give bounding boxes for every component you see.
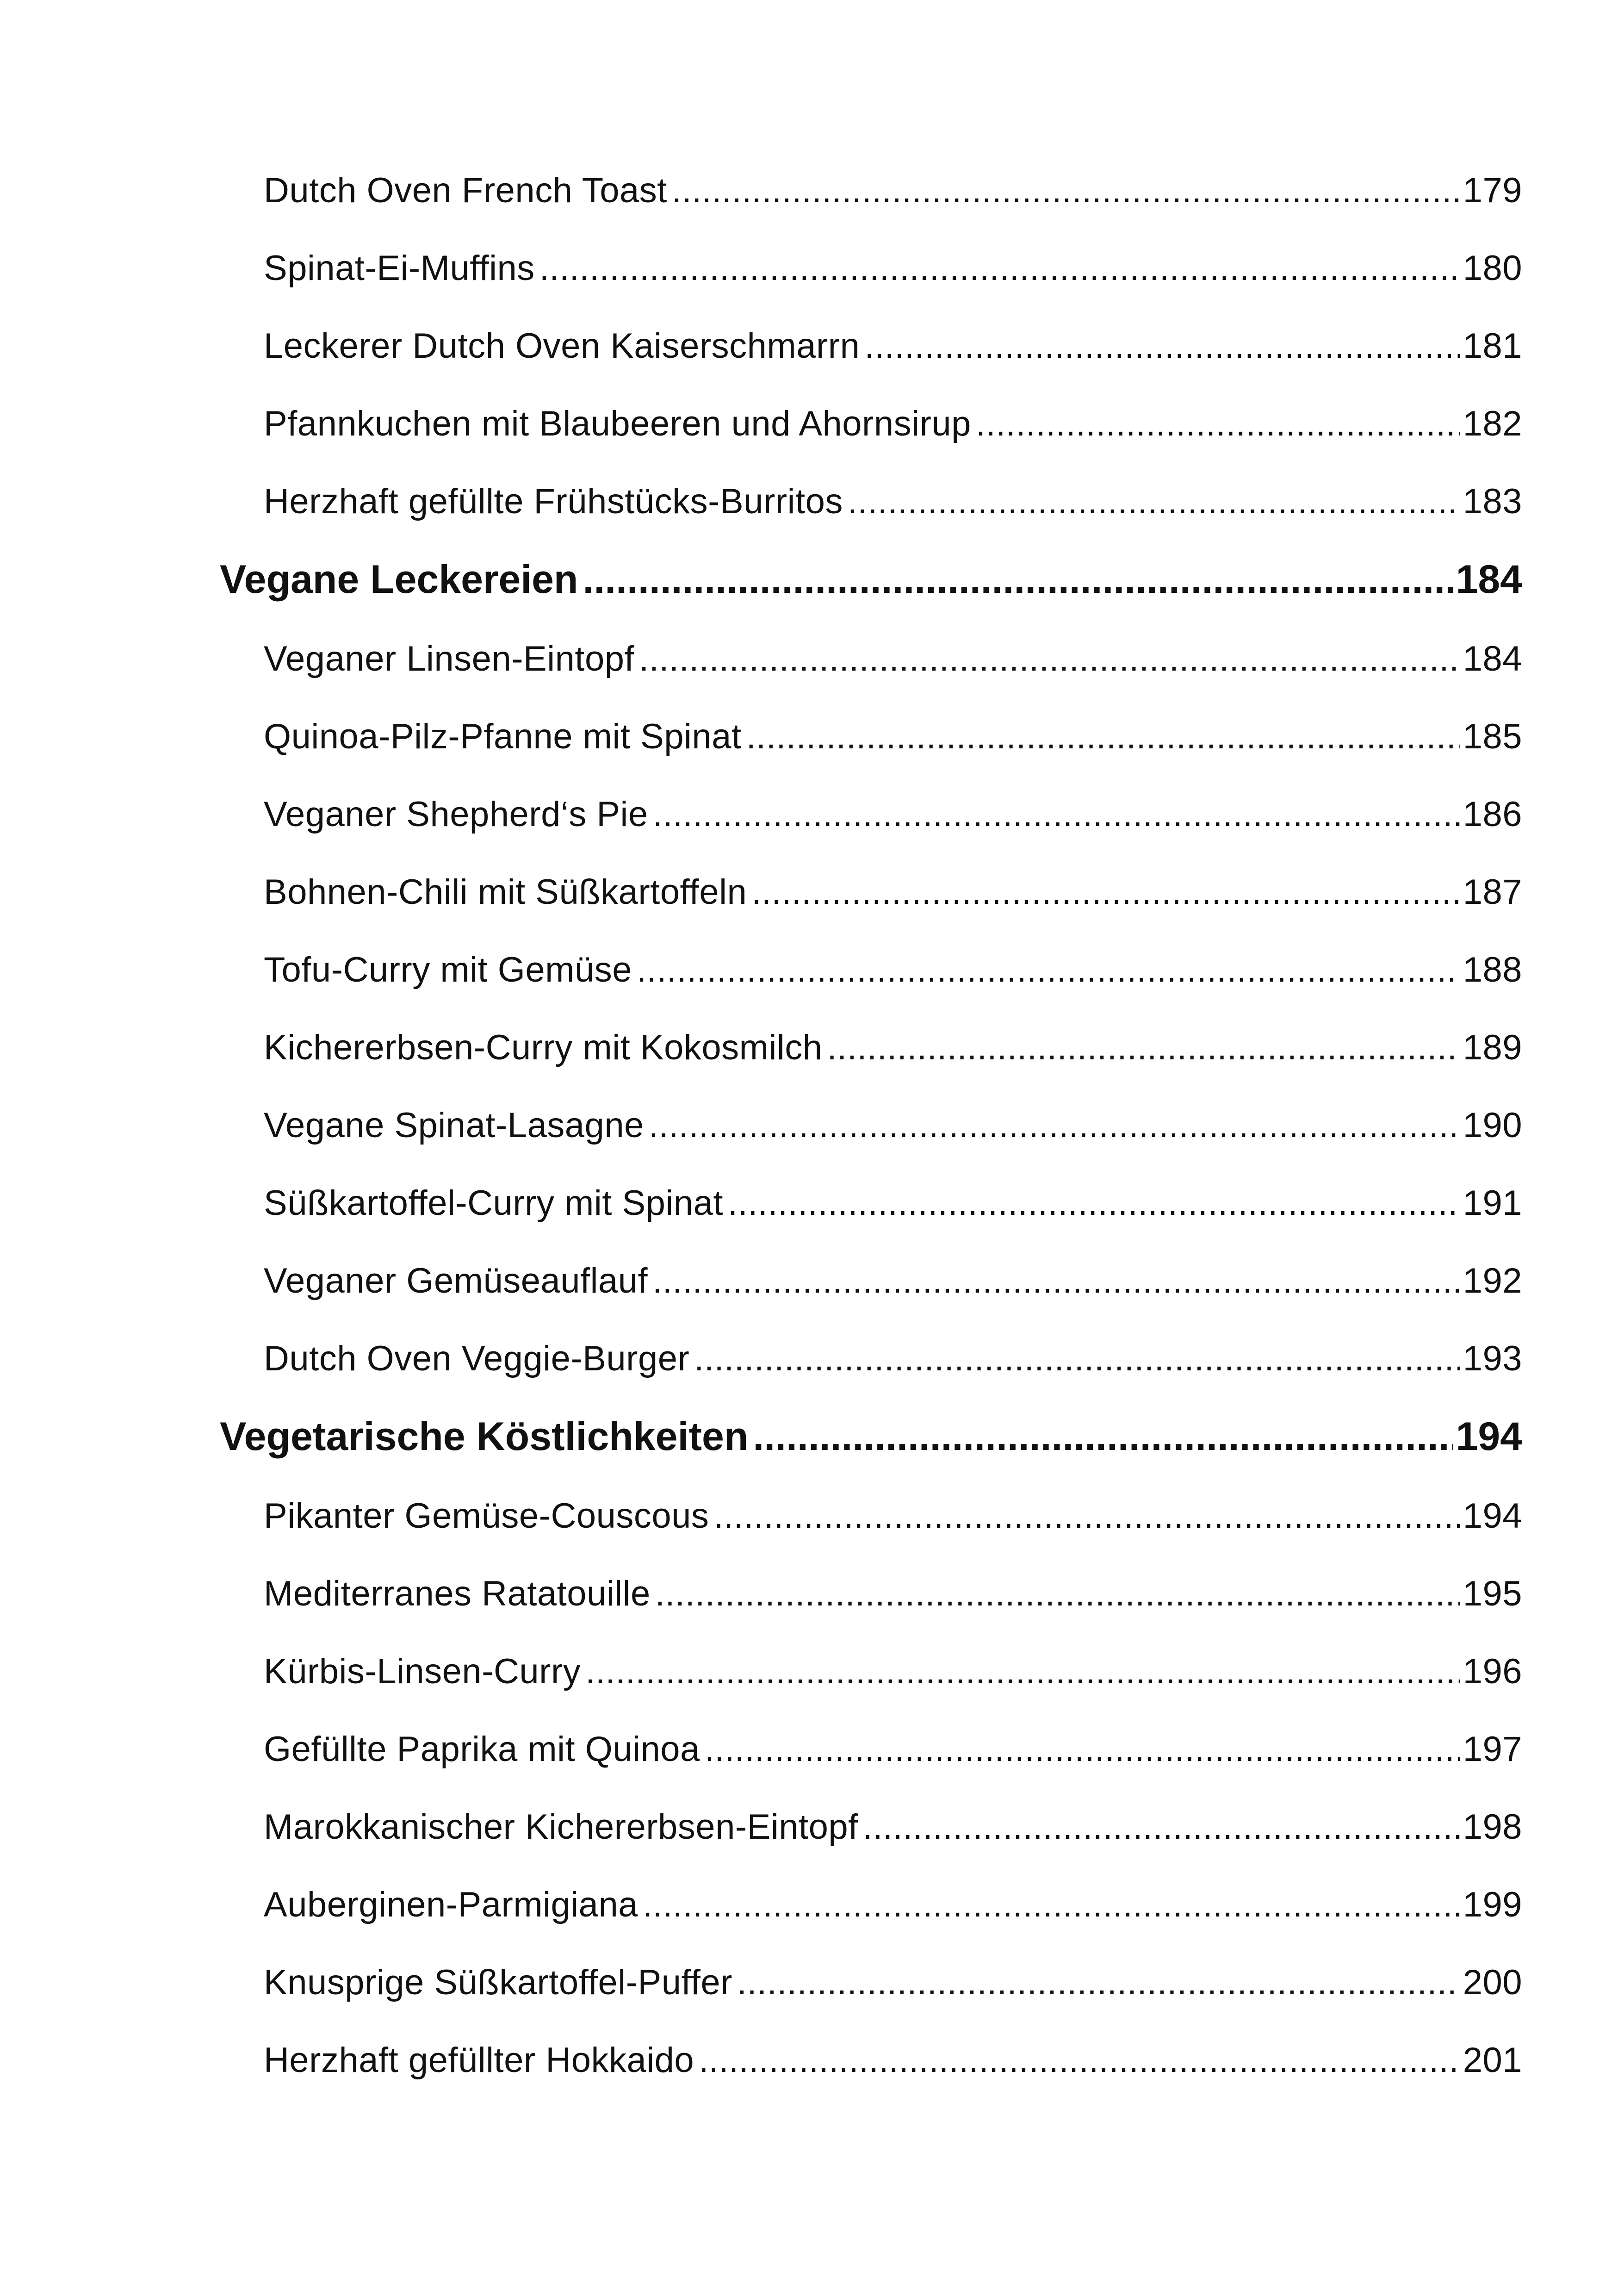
toc-dot-leader: [713, 1484, 1460, 1549]
toc-entry[interactable]: [220, 704, 1522, 782]
toc-entry[interactable]: [220, 392, 1522, 469]
toc-entry[interactable]: [220, 1717, 1522, 1795]
toc-entry[interactable]: [220, 938, 1522, 1015]
toc-entry-title: Kichererbsen-Curry mit Kokosmilch: [264, 1028, 823, 1067]
toc-entry[interactable]: [220, 469, 1522, 547]
toc-entry-title: Kürbis-Linsen-Curry: [264, 1652, 581, 1691]
toc-entry-title: Marokkanischer Kichererbsen-Eintopf: [264, 1807, 858, 1847]
toc-entry-page: 196: [1463, 1652, 1522, 1691]
toc-entry-title: Herzhaft gefüllter Hokkaido: [264, 2041, 694, 2080]
toc-entry-page: 187: [1463, 872, 1522, 912]
toc-entry-page: 182: [1463, 404, 1522, 443]
toc-dot-leader: [705, 1717, 1460, 1782]
toc-entry-title: Auberginen-Parmigiana: [264, 1885, 638, 1924]
toc-dot-leader: [583, 547, 1453, 612]
toc-entry-title: Tofu-Curry mit Gemüse: [264, 950, 632, 989]
toc-entry-title: Dutch Oven French Toast: [264, 171, 667, 210]
toc-entry-page: 192: [1463, 1261, 1522, 1300]
toc-section-title: Vegane Leckereien: [220, 557, 578, 602]
toc-section-title: Vegetarische Köstlichkeiten: [220, 1414, 749, 1459]
toc-entry-page: 180: [1463, 249, 1522, 288]
toc-dot-leader: [637, 938, 1460, 1002]
toc-entry[interactable]: [220, 627, 1522, 704]
toc-entry-page: 190: [1463, 1106, 1522, 1145]
toc-entry-title: Süßkartoffel-Curry mit Spinat: [264, 1183, 723, 1223]
table-of-contents: [220, 158, 1522, 2106]
toc-dot-leader: [672, 158, 1460, 223]
toc-dot-leader: [655, 1562, 1460, 1626]
toc-entry-page: 198: [1463, 1807, 1522, 1847]
toc-entry-page: 179: [1463, 171, 1522, 210]
toc-dot-leader: [753, 1404, 1453, 1469]
toc-section-heading[interactable]: [220, 547, 1522, 627]
toc-dot-leader: [737, 1950, 1460, 2015]
toc-entry[interactable]: [220, 1249, 1522, 1326]
toc-entry-title: Gefüllte Paprika mit Quinoa: [264, 1730, 700, 1769]
toc-entry-page: 183: [1463, 482, 1522, 521]
toc-dot-leader: [694, 1326, 1460, 1391]
toc-entry[interactable]: [220, 1171, 1522, 1249]
toc-entry-title: Leckerer Dutch Oven Kaiserschmarrn: [264, 326, 860, 366]
toc-entry[interactable]: [220, 1562, 1522, 1639]
toc-entry-page: 200: [1463, 1963, 1522, 2002]
toc-entry-page: 185: [1463, 717, 1522, 756]
toc-dot-leader: [639, 627, 1460, 691]
toc-dot-leader: [649, 1093, 1460, 1158]
toc-entry[interactable]: [220, 236, 1522, 314]
toc-entry-title: Veganer Linsen-Eintopf: [264, 639, 635, 678]
toc-entry-title: Veganer Gemüseauflauf: [264, 1261, 648, 1300]
toc-dot-leader: [751, 860, 1460, 925]
toc-entry-page: 184: [1463, 639, 1522, 678]
toc-dot-leader: [653, 782, 1460, 847]
toc-entry[interactable]: [220, 314, 1522, 392]
toc-entry-title: Spinat-Ei-Muffins: [264, 249, 535, 288]
toc-entry[interactable]: [220, 1484, 1522, 1562]
toc-dot-leader: [863, 1795, 1460, 1860]
toc-entry-title: Knusprige Süßkartoffel-Puffer: [264, 1963, 732, 2002]
toc-entry-title: Veganer Shepherd‘s Pie: [264, 795, 648, 834]
toc-entry-page: 191: [1463, 1183, 1522, 1223]
toc-entry[interactable]: [220, 2028, 1522, 2106]
toc-dot-leader: [864, 314, 1460, 379]
toc-entry-page: 195: [1463, 1574, 1522, 1613]
toc-entry-title: Vegane Spinat-Lasagne: [264, 1106, 644, 1145]
toc-dot-leader: [848, 469, 1460, 534]
toc-entry-title: Dutch Oven Veggie-Burger: [264, 1339, 690, 1378]
toc-section-page: 194: [1456, 1414, 1522, 1459]
toc-entry-page: 194: [1463, 1496, 1522, 1536]
toc-dot-leader: [699, 2028, 1460, 2093]
toc-entry-page: 197: [1463, 1730, 1522, 1769]
toc-entry-page: 201: [1463, 2041, 1522, 2080]
toc-entry-page: 193: [1463, 1339, 1522, 1378]
toc-dot-leader: [728, 1171, 1460, 1236]
toc-entry-title: Herzhaft gefüllte Frühstücks-Burritos: [264, 482, 843, 521]
toc-entry[interactable]: [220, 860, 1522, 938]
toc-entry-title: Pikanter Gemüse-Couscous: [264, 1496, 709, 1536]
toc-dot-leader: [643, 1873, 1460, 1937]
toc-entry-page: 181: [1463, 326, 1522, 366]
toc-entry-page: 186: [1463, 795, 1522, 834]
toc-entry[interactable]: [220, 1639, 1522, 1717]
toc-entry[interactable]: [220, 1015, 1522, 1093]
toc-entry[interactable]: [220, 1873, 1522, 1950]
toc-entry-title: Bohnen-Chili mit Süßkartoffeln: [264, 872, 747, 912]
toc-dot-leader: [539, 236, 1460, 301]
toc-dot-leader: [827, 1015, 1460, 1080]
toc-entry[interactable]: [220, 1950, 1522, 2028]
toc-entry[interactable]: [220, 1326, 1522, 1404]
toc-dot-leader: [976, 392, 1460, 456]
toc-entry-page: 189: [1463, 1028, 1522, 1067]
toc-entry[interactable]: [220, 1093, 1522, 1171]
toc-entry-page: 199: [1463, 1885, 1522, 1924]
toc-dot-leader: [652, 1249, 1460, 1313]
toc-entry-title: Mediterranes Ratatouille: [264, 1574, 651, 1613]
toc-entry-title: Pfannkuchen mit Blaubeeren und Ahornsirup: [264, 404, 971, 443]
toc-section-heading[interactable]: [220, 1404, 1522, 1484]
toc-dot-leader: [585, 1639, 1460, 1704]
toc-entry[interactable]: [220, 782, 1522, 860]
toc-entry[interactable]: [220, 158, 1522, 236]
toc-entry[interactable]: [220, 1795, 1522, 1873]
toc-section-page: 184: [1456, 557, 1522, 602]
toc-entry-page: 188: [1463, 950, 1522, 989]
toc-entry-title: Quinoa-Pilz-Pfanne mit Spinat: [264, 717, 742, 756]
toc-dot-leader: [746, 704, 1460, 769]
